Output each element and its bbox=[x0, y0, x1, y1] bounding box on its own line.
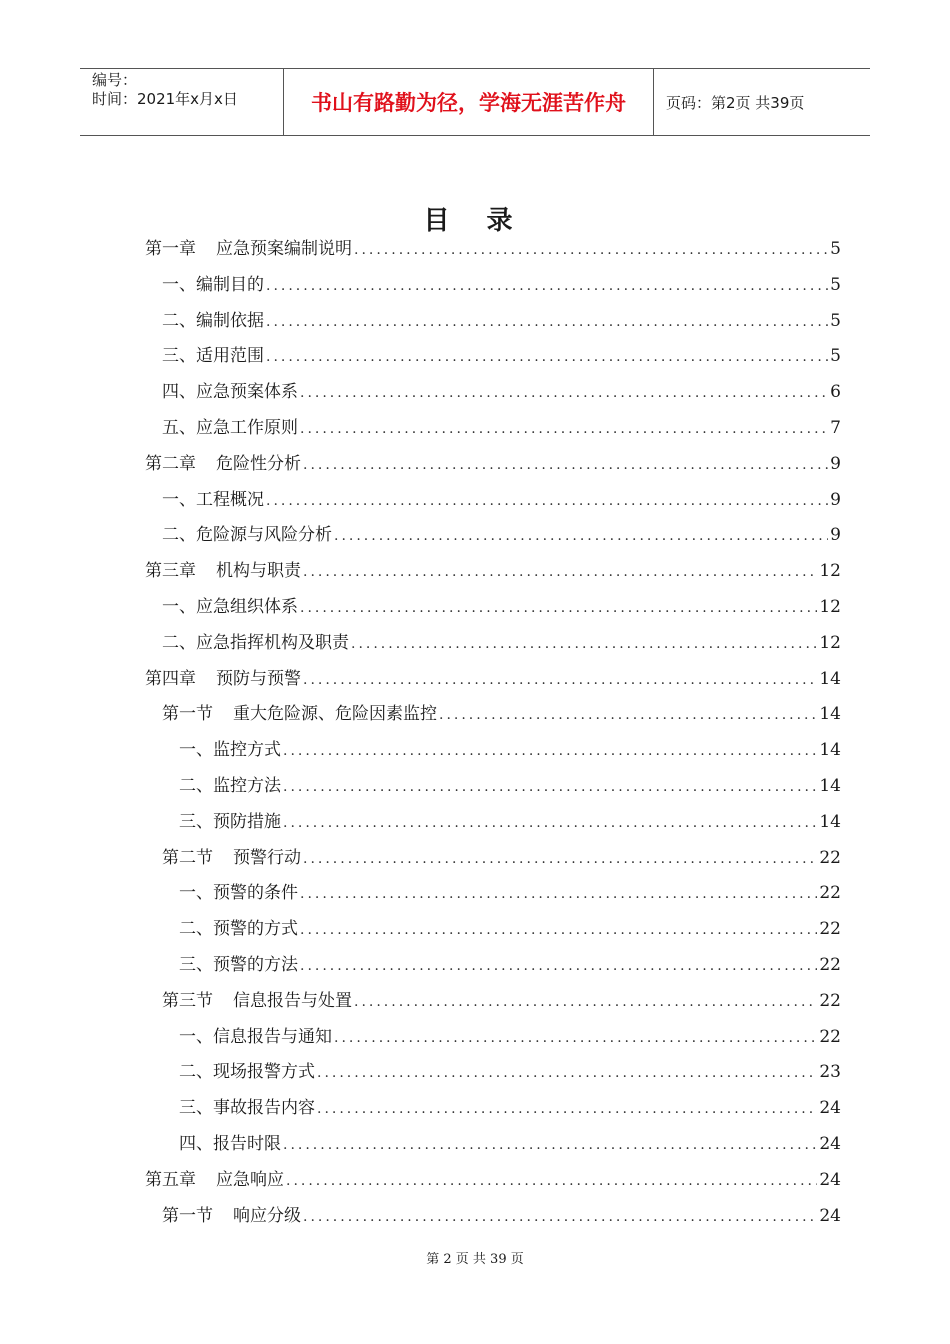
dot-leader bbox=[303, 672, 817, 688]
toc-entry-label bbox=[145, 664, 301, 689]
toc-entry-text: 一、预警的条件 bbox=[179, 883, 298, 904]
toc-entry[interactable] bbox=[145, 270, 841, 306]
toc-entry[interactable] bbox=[145, 234, 841, 270]
toc-entry-label bbox=[162, 377, 298, 402]
toc-entry-page: 9 bbox=[830, 489, 841, 510]
toc-entry-page: 9 bbox=[830, 453, 841, 474]
toc-entry-page: 7 bbox=[830, 417, 841, 438]
toc-entry-page: 5 bbox=[830, 346, 841, 367]
toc-entry[interactable] bbox=[145, 1022, 841, 1058]
toc-entry[interactable] bbox=[145, 628, 841, 664]
toc-entry-page: 14 bbox=[819, 811, 841, 832]
toc-entry[interactable] bbox=[145, 1165, 841, 1201]
toc-entry[interactable] bbox=[145, 1057, 841, 1093]
toc-entry[interactable] bbox=[145, 449, 841, 485]
toc-entry-text: 危险性分析 bbox=[216, 453, 301, 474]
table-of-contents bbox=[145, 234, 841, 1236]
toc-entry[interactable] bbox=[145, 306, 841, 342]
toc-entry-label bbox=[179, 807, 281, 832]
toc-entry[interactable] bbox=[145, 1093, 841, 1129]
toc-entry-label bbox=[179, 771, 281, 796]
toc-entry-text: 预警行动 bbox=[233, 847, 301, 868]
dot-leader bbox=[303, 851, 817, 867]
toc-entry-text: 一、工程概况 bbox=[162, 489, 264, 510]
toc-entry-page: 24 bbox=[819, 1169, 841, 1190]
header-time-label: 时间：2021年x月x日 bbox=[92, 90, 238, 108]
toc-entry-label bbox=[179, 1129, 281, 1154]
dot-leader bbox=[266, 349, 828, 365]
toc-entry-page: 9 bbox=[830, 525, 841, 546]
toc-entry-text: 四、应急预案体系 bbox=[162, 382, 298, 403]
toc-entry-number: 第一节 bbox=[162, 704, 213, 725]
toc-entry-text: 三、预警的方法 bbox=[179, 954, 298, 975]
dot-leader bbox=[334, 1030, 817, 1046]
toc-entry-label bbox=[145, 556, 301, 581]
toc-entry-text: 重大危险源、危险因素监控 bbox=[233, 704, 437, 725]
dot-leader bbox=[266, 278, 828, 294]
header-number-label: 编号： bbox=[92, 71, 138, 89]
toc-entry-text: 二、监控方法 bbox=[179, 775, 281, 796]
toc-entry-label bbox=[162, 699, 437, 724]
dot-leader bbox=[317, 1065, 817, 1081]
toc-entry[interactable] bbox=[145, 556, 841, 592]
dot-leader bbox=[283, 815, 817, 831]
toc-entry[interactable] bbox=[145, 485, 841, 521]
toc-entry-text: 三、事故报告内容 bbox=[179, 1098, 315, 1119]
dot-leader bbox=[303, 457, 828, 473]
toc-entry-text: 机构与职责 bbox=[216, 561, 301, 582]
toc-entry-page: 6 bbox=[830, 382, 841, 403]
toc-entry-text: 二、应急指挥机构及职责 bbox=[162, 632, 349, 653]
toc-entry[interactable] bbox=[145, 771, 841, 807]
toc-entry-label bbox=[162, 986, 352, 1011]
toc-entry-label bbox=[179, 1093, 315, 1118]
toc-entry-label bbox=[162, 843, 301, 868]
toc-entry-text: 二、编制依据 bbox=[162, 310, 264, 331]
header-meta bbox=[80, 69, 284, 135]
toc-title: 目 录 bbox=[423, 206, 527, 236]
toc-entry-label bbox=[145, 1165, 284, 1190]
toc-entry-label bbox=[162, 628, 349, 653]
toc-entry-text: 三、适用范围 bbox=[162, 346, 264, 367]
toc-entry[interactable] bbox=[145, 807, 841, 843]
toc-entry-text: 一、编制目的 bbox=[162, 274, 264, 295]
toc-entry-label bbox=[162, 306, 264, 331]
dot-leader bbox=[300, 886, 817, 902]
dot-leader bbox=[266, 493, 828, 509]
dot-leader bbox=[354, 242, 828, 258]
toc-entry-page: 12 bbox=[819, 561, 841, 582]
toc-entry-page: 23 bbox=[819, 1062, 841, 1083]
toc-entry[interactable] bbox=[145, 699, 841, 735]
toc-entry-label bbox=[179, 914, 298, 939]
page-footer: 第 2 页 共 39 页 bbox=[426, 1252, 524, 1267]
toc-entry-page: 14 bbox=[819, 668, 841, 689]
toc-entry-number: 第三章 bbox=[145, 561, 196, 582]
toc-entry-text: 一、应急组织体系 bbox=[162, 596, 298, 617]
toc-entry-text: 一、信息报告与通知 bbox=[179, 1026, 332, 1047]
toc-entry-label bbox=[179, 735, 281, 760]
toc-entry-text: 五、应急工作原则 bbox=[162, 417, 298, 438]
toc-entry-page: 22 bbox=[819, 990, 841, 1011]
dot-leader bbox=[300, 922, 817, 938]
toc-entry-page: 14 bbox=[819, 740, 841, 761]
toc-entry-label bbox=[179, 950, 298, 975]
toc-entry[interactable] bbox=[145, 341, 841, 377]
toc-entry-label bbox=[162, 270, 264, 295]
dot-leader bbox=[283, 743, 817, 759]
toc-entry[interactable] bbox=[145, 1201, 841, 1237]
toc-entry-label bbox=[162, 592, 298, 617]
toc-entry-page: 14 bbox=[819, 704, 841, 725]
toc-entry-number: 第一节 bbox=[162, 1205, 213, 1226]
dot-leader bbox=[303, 564, 817, 580]
dot-leader bbox=[300, 958, 817, 974]
toc-entry[interactable] bbox=[145, 377, 841, 413]
toc-entry-page: 22 bbox=[819, 847, 841, 868]
dot-leader bbox=[351, 636, 817, 652]
toc-entry-label bbox=[162, 485, 264, 510]
toc-entry-page: 5 bbox=[830, 239, 841, 259]
toc-entry-text: 预防与预警 bbox=[216, 668, 301, 689]
toc-entry-page: 22 bbox=[819, 954, 841, 975]
toc-entry-page: 5 bbox=[830, 274, 841, 295]
toc-entry-label bbox=[145, 449, 301, 474]
toc-entry-label bbox=[162, 1201, 301, 1226]
toc-entry-page: 24 bbox=[819, 1098, 841, 1119]
toc-entry-text: 二、预警的方式 bbox=[179, 919, 298, 940]
dot-leader bbox=[300, 385, 828, 401]
dot-leader bbox=[283, 1137, 817, 1153]
toc-entry-text: 三、预防措施 bbox=[179, 811, 281, 832]
toc-entry[interactable] bbox=[145, 735, 841, 771]
dot-leader bbox=[266, 314, 828, 330]
toc-entry-page: 22 bbox=[819, 1026, 841, 1047]
toc-entry-page: 24 bbox=[819, 1205, 841, 1226]
toc-entry-number: 第五章 bbox=[145, 1169, 196, 1190]
toc-entry-number: 第二章 bbox=[145, 453, 196, 474]
toc-entry[interactable] bbox=[145, 914, 841, 950]
toc-entry[interactable] bbox=[145, 592, 841, 628]
page-header bbox=[80, 68, 870, 136]
dot-leader bbox=[283, 779, 817, 795]
toc-entry-page: 24 bbox=[819, 1133, 841, 1154]
dot-leader bbox=[439, 707, 817, 723]
toc-entry-text: 响应分级 bbox=[233, 1205, 301, 1226]
toc-entry-number: 第三节 bbox=[162, 990, 213, 1011]
dot-leader bbox=[334, 528, 828, 544]
toc-entry[interactable] bbox=[145, 878, 841, 914]
toc-entry[interactable] bbox=[145, 986, 841, 1022]
toc-entry[interactable] bbox=[145, 413, 841, 449]
toc-entry[interactable] bbox=[145, 950, 841, 986]
toc-entry-page: 22 bbox=[819, 919, 841, 940]
toc-entry[interactable] bbox=[145, 664, 841, 700]
toc-entry-page: 14 bbox=[819, 775, 841, 796]
toc-entry-text: 应急响应 bbox=[216, 1169, 284, 1190]
toc-entry-label bbox=[162, 341, 264, 366]
header-page-info: 页码：第2页 共39页 bbox=[666, 93, 805, 112]
toc-entry[interactable] bbox=[145, 1129, 841, 1165]
dot-leader bbox=[300, 600, 817, 616]
header-motto: 书山有路勤为径，学海无涯苦作舟 bbox=[284, 69, 654, 135]
toc-entry-text: 二、现场报警方式 bbox=[179, 1062, 315, 1083]
toc-entry-text: 一、监控方式 bbox=[179, 740, 281, 761]
toc-entry-page: 12 bbox=[819, 632, 841, 653]
toc-entry-text: 四、报告时限 bbox=[179, 1133, 281, 1154]
toc-entry-text: 信息报告与处置 bbox=[233, 990, 352, 1011]
toc-entry-page: 5 bbox=[830, 310, 841, 331]
toc-entry-page: 22 bbox=[819, 883, 841, 904]
dot-leader bbox=[354, 994, 817, 1010]
toc-entry[interactable] bbox=[145, 520, 841, 556]
toc-entry-number: 第二节 bbox=[162, 847, 213, 868]
toc-entry-number: 第一章 bbox=[145, 239, 196, 259]
toc-entry-label bbox=[145, 234, 352, 259]
toc-entry-label bbox=[179, 1022, 332, 1047]
dot-leader bbox=[317, 1101, 817, 1117]
toc-entry-label bbox=[162, 520, 332, 545]
toc-entry[interactable] bbox=[145, 843, 841, 879]
dot-leader bbox=[286, 1173, 817, 1189]
toc-entry-text: 二、危险源与风险分析 bbox=[162, 525, 332, 546]
toc-entry-number: 第四章 bbox=[145, 668, 196, 689]
dot-leader bbox=[303, 1209, 817, 1225]
toc-entry-text: 应急预案编制说明 bbox=[216, 239, 352, 259]
toc-entry-label bbox=[162, 413, 298, 438]
toc-entry-label bbox=[179, 1057, 315, 1082]
dot-leader bbox=[300, 421, 828, 437]
toc-entry-page: 12 bbox=[819, 596, 841, 617]
toc-entry-label bbox=[179, 878, 298, 903]
